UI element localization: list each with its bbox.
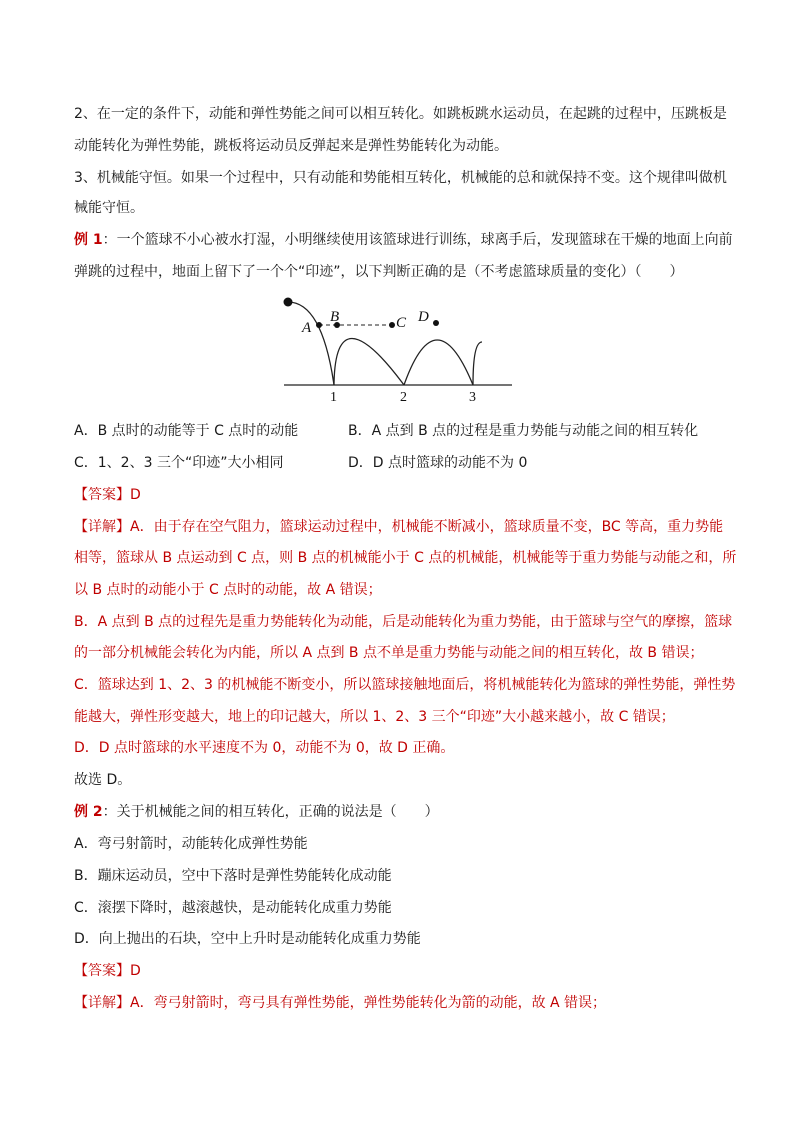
example2-option-b: B．蹦床运动员，空中下落时是弹性势能转化成动能 bbox=[74, 868, 392, 884]
ball-start-point bbox=[284, 298, 293, 307]
example1-answer: 【答案】D bbox=[74, 487, 141, 503]
example1-explanation-line3: 以 B 点时的动能小于 C 点时的动能，故 A 错误； bbox=[74, 582, 382, 598]
trajectory-bounce-1 bbox=[334, 339, 404, 386]
trajectory-start bbox=[288, 302, 334, 385]
example1-question-line2: 弹跳的过程中，地面上留下了一个个“印迹”，以下判断正确的是（不考虑篮球质量的变化）（ ） bbox=[74, 264, 684, 280]
example2-question-text: ：关于机械能之间的相互转化，正确的说法是（ ） bbox=[102, 804, 439, 820]
trajectory-bounce-2 bbox=[404, 340, 473, 385]
trajectory-bounce-3 bbox=[473, 342, 482, 385]
imprint-label-1: 1 bbox=[330, 390, 337, 404]
example1-question-text1: ：一个篮球不小心被水打湿，小明继续使用该篮球进行训练，球离手后，发现篮球在干燥的地面上向前 bbox=[102, 232, 733, 248]
example2-option-d: D．向上抛出的石块，空中上升时是动能转化成重力势能 bbox=[74, 931, 421, 947]
example1-option-b: B．A 点到 B 点的过程是重力势能与动能之间的相互转化 bbox=[348, 423, 699, 439]
example1-explanation-line5: 的一部分机械能会转化为内能，所以 A 点到 B 点不单是重力势能与动能之间的相互转化，故 B 错误； bbox=[74, 645, 704, 661]
example1-conclusion: 故选 D。 bbox=[74, 772, 132, 788]
example1-option-a: A．B 点时的动能等于 C 点时的动能 bbox=[74, 423, 299, 439]
point-c bbox=[389, 322, 395, 328]
example2-label: 例 2 bbox=[74, 804, 103, 820]
label-b: B bbox=[330, 309, 340, 325]
example1-explanation-line4: B．A 点到 B 点的过程先是重力势能转化为动能，后是动能转化为重力势能，由于篮球与空气的摩擦，篮球 bbox=[74, 614, 733, 630]
bouncing-ball-diagram bbox=[276, 292, 516, 404]
point-d bbox=[433, 320, 439, 326]
para3-line1: 3、机械能守恒。如果一个过程中，只有动能和势能相互转化，机械能的总和就保持不变。这个规律叫做机 bbox=[74, 170, 727, 186]
example1-explanation-line6: C．篮球达到 1、2、3 的机械能不断变小，所以篮球接触地面后，将机械能转化为篮球的弹性势能，弹性势 bbox=[74, 677, 736, 693]
example1-label: 例 1 bbox=[74, 232, 103, 248]
example1-option-c: C．1、2、3 三个“印迹”大小相同 bbox=[74, 455, 284, 471]
example1-option-d: D．D 点时篮球的动能不为 0 bbox=[348, 455, 528, 471]
example2-option-c: C．滚摆下降时，越滚越快，是动能转化成重力势能 bbox=[74, 900, 392, 916]
example1-explanation-line7: 能越大，弹性形变越大，地上的印记越大，所以 1、2、3 三个“印迹”大小越来越小，故 C 错误； bbox=[74, 709, 675, 725]
para2-line1: 2、在一定的条件下，动能和弹性势能之间可以相互转化。如跳板跳水运动员，在起跳的过程中，压跳板是 bbox=[74, 106, 727, 122]
imprint-label-3: 3 bbox=[469, 390, 476, 404]
example1-explanation-line8: D．D 点时篮球的水平速度不为 0，动能不为 0，故 D 正确。 bbox=[74, 740, 455, 756]
example1-explanation-line1: 【详解】A．由于存在空气阻力，篮球运动过程中，机械能不断减小，篮球质量不变，BC 等高，重力势能 bbox=[74, 519, 724, 535]
example2-explanation-line1: 【详解】A．弯弓射箭时，弯弓具有弹性势能，弹性势能转化为箭的动能，故 A 错误； bbox=[74, 995, 607, 1011]
label-c: C bbox=[396, 315, 407, 331]
example1-question-line1 bbox=[74, 230, 733, 250]
label-d: D bbox=[418, 309, 429, 325]
label-a: A bbox=[302, 320, 312, 336]
example1-explanation-line2: 相等，篮球从 B 点运动到 C 点，则 B 点的机械能小于 C 点的机械能，机械能等于重力势能与动能之和，所 bbox=[74, 550, 737, 566]
imprint-label-2: 2 bbox=[400, 390, 407, 404]
para3-line2: 械能守恒。 bbox=[74, 200, 144, 216]
para2-line2: 动能转化为弹性势能，跳板将运动员反弹起来是弹性势能转化为动能。 bbox=[74, 138, 508, 154]
example2-option-a: A．弯弓射箭时，动能转化成弹性势能 bbox=[74, 836, 308, 852]
example2-answer: 【答案】D bbox=[74, 963, 141, 979]
point-a bbox=[316, 322, 322, 328]
example2-question bbox=[74, 802, 439, 822]
